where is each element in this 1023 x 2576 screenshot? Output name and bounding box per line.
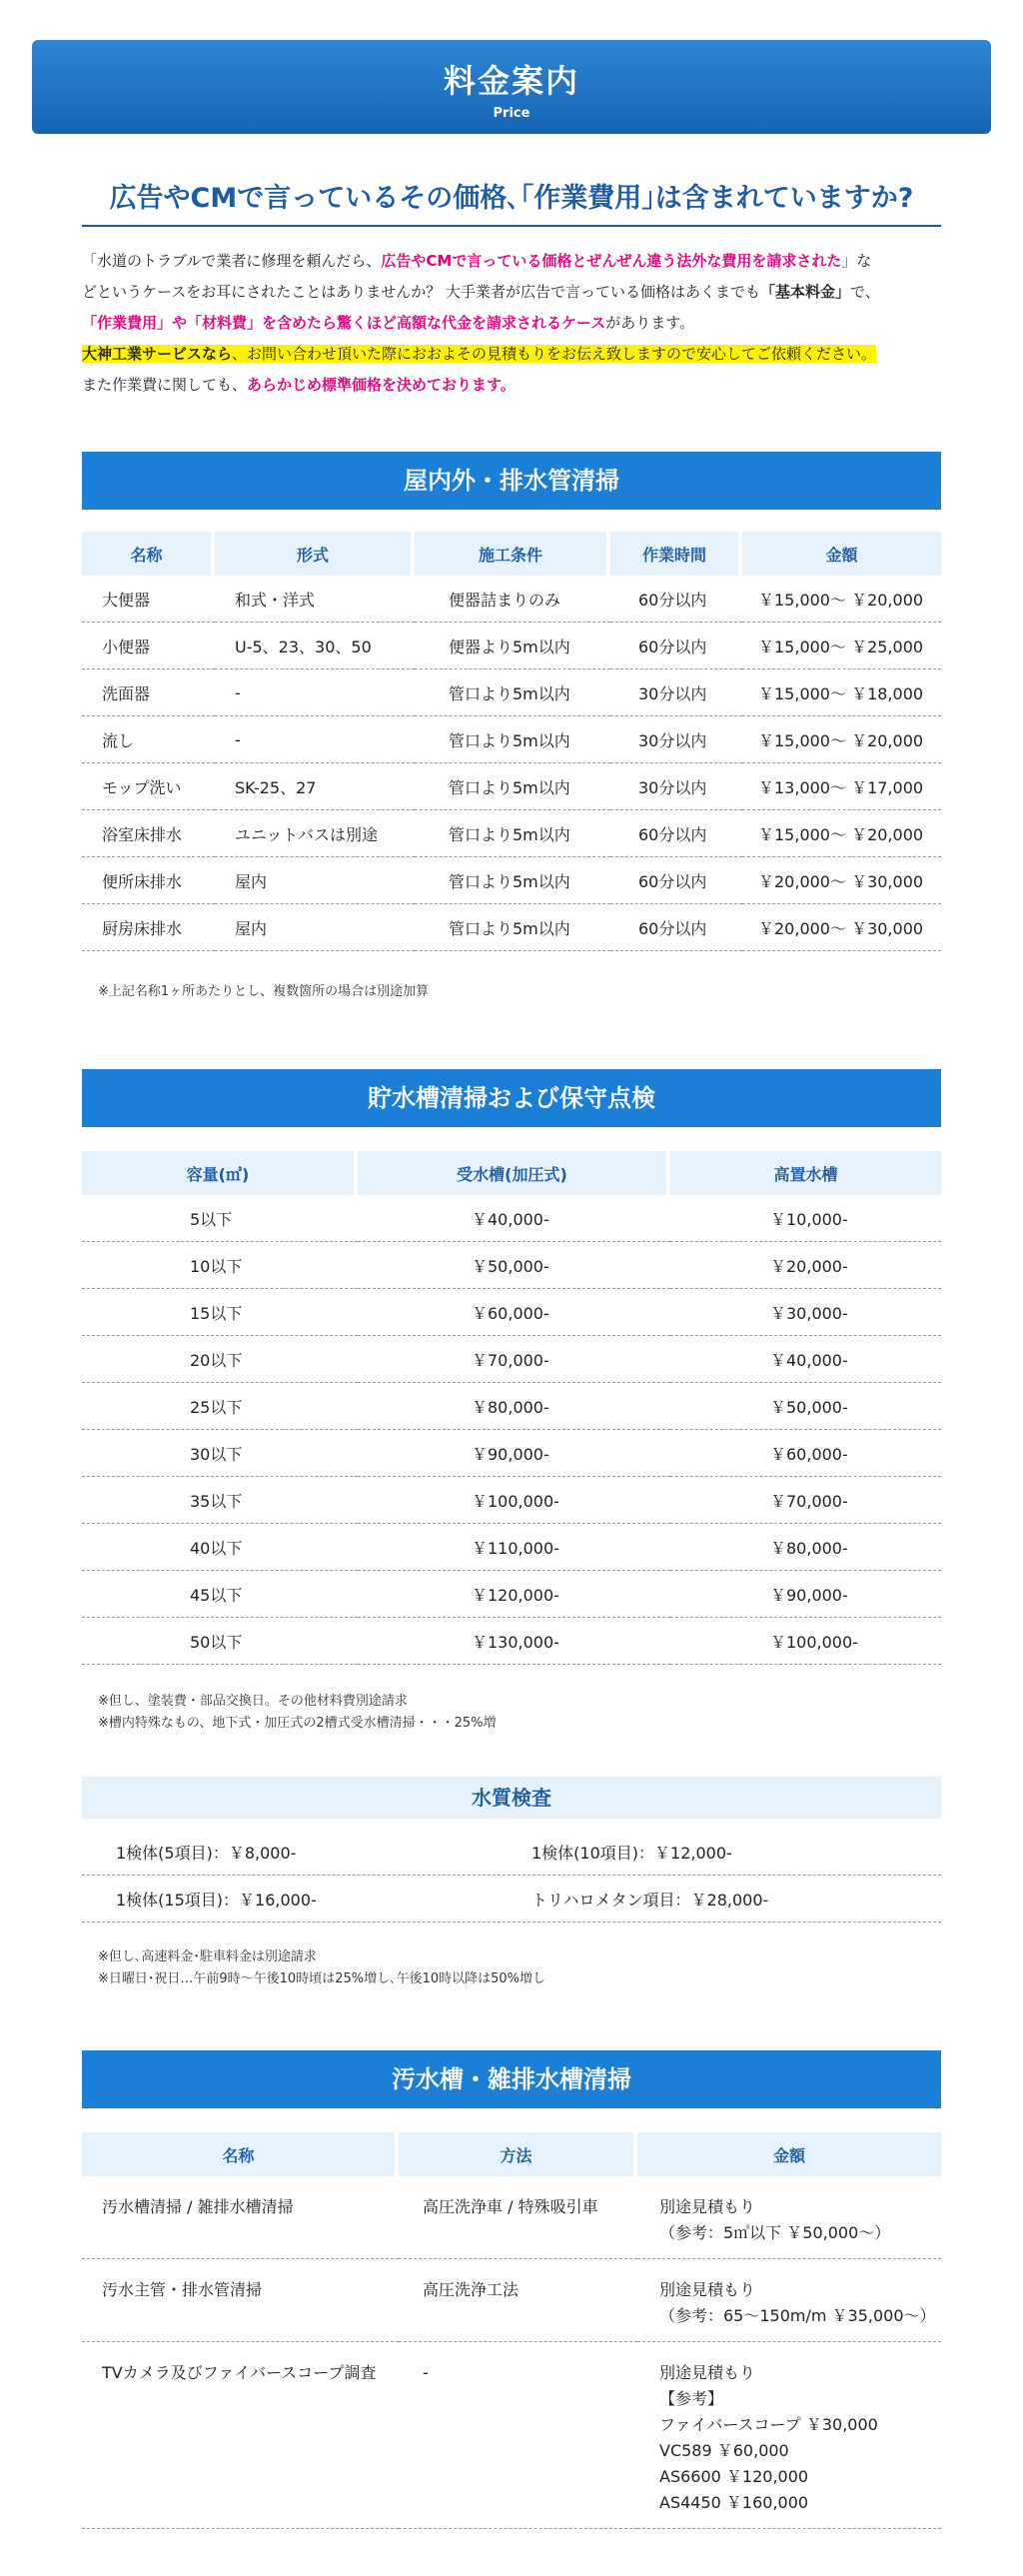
table-row: [82, 1383, 941, 1430]
table-header-row: [82, 532, 941, 576]
intro-emphasis: 「作業費用」や「材料費」を含めたら驚くほど高額な代金を請求されるケース: [82, 314, 606, 332]
water-tank-note: [98, 1691, 497, 1735]
cell-elevated-tank: ￥30,000-: [670, 1289, 941, 1336]
cell-time: 60分以内: [610, 623, 742, 669]
sewage-tank-price-table: [82, 2132, 941, 2529]
cell-name: 大便器: [82, 576, 215, 623]
cell-time: 30分以内: [610, 763, 742, 810]
cell-time: 60分以内: [610, 810, 742, 857]
cell-condition: 便器より5m以内: [415, 623, 610, 669]
table-row: [82, 576, 941, 623]
cell-price: ￥15,000～ ￥20,000: [742, 716, 941, 763]
cell-price: 別途見積もり （参考：65～150m/m ￥35,000～）: [637, 2259, 941, 2342]
cell-name: 汚水槽清掃 / 雑排水槽清掃: [82, 2176, 399, 2259]
table-row: [82, 1289, 941, 1336]
column-header: 作業時間: [610, 532, 742, 576]
drain-note: ※上記名称1ヶ所あたりとし、複数箇所の場合は別途加算: [98, 984, 430, 999]
list-item: 1検体(5項目)：￥8,000-: [116, 1843, 297, 1863]
cell-receiving-tank: ￥60,000-: [358, 1289, 670, 1336]
cell-time: 60分以内: [610, 576, 742, 623]
cell-price: ￥13,000～ ￥17,000: [742, 763, 941, 810]
cell-type: SK-25、27: [215, 763, 415, 810]
cell-name: 洗面器: [82, 669, 215, 716]
table-row: [82, 623, 941, 669]
cell-receiving-tank: ￥70,000-: [358, 1336, 670, 1383]
cell-capacity: 25以下: [82, 1383, 358, 1430]
page-subtitle: Price: [493, 106, 530, 121]
cell-elevated-tank: ￥80,000-: [670, 1524, 941, 1571]
cell-elevated-tank: ￥10,000-: [670, 1195, 941, 1242]
table-row: [82, 1242, 941, 1289]
column-header: 受水槽(加圧式): [358, 1151, 670, 1195]
cell-price: 別途見積もり 【参考】 ファイバースコープ ￥30,000 VC589 ￥60,000 AS6600 ￥120,000 AS4450 ￥160,000: [637, 2342, 941, 2529]
note-line: ※但し､高速料金･駐車料金は別途請求: [98, 1949, 317, 1964]
cell-elevated-tank: ￥20,000-: [670, 1242, 941, 1289]
cell-type: 和式・洋式: [215, 576, 415, 623]
note-line: ※但し、塗装費・部品交換日。その他材料費別途請求: [98, 1694, 408, 1709]
cell-time: 30分以内: [610, 669, 742, 716]
company-name: 大神工業サービスなら: [82, 345, 233, 363]
table-row: [82, 669, 941, 716]
table-row: [82, 1336, 941, 1383]
cell-name: 浴室床排水: [82, 810, 215, 857]
cell-receiving-tank: ￥130,000-: [358, 1618, 670, 1665]
cell-name: TVカメラ及びファイバースコープ調査: [82, 2342, 399, 2529]
cell-capacity: 45以下: [82, 1571, 358, 1618]
column-header: 高置水槽: [670, 1151, 941, 1195]
cell-capacity: 20以下: [82, 1336, 358, 1383]
cell-time: 60分以内: [610, 904, 742, 951]
intro-text-span: で、: [850, 283, 880, 301]
cell-type: -: [215, 716, 415, 763]
cell-elevated-tank: ￥70,000-: [670, 1477, 941, 1524]
cell-name: 汚水主管・排水管清掃: [82, 2259, 399, 2342]
cell-capacity: 35以下: [82, 1477, 358, 1524]
cell-receiving-tank: ￥100,000-: [358, 1477, 670, 1524]
water-quality-list: [82, 1829, 941, 1923]
cell-condition: 管口より5m以内: [415, 669, 610, 716]
cell-elevated-tank: ￥40,000-: [670, 1336, 941, 1383]
column-header: 施工条件: [415, 532, 610, 576]
cell-type: ユニットバスは別途: [215, 810, 415, 857]
water-quality-note: [98, 1946, 545, 1990]
table-header-row: [82, 2132, 941, 2176]
cell-condition: 管口より5m以内: [415, 716, 610, 763]
intro-text-span: どというケースをお耳にされたことはありませんか？ 大手業者が広告で言っている価格はあくまでも: [82, 283, 761, 301]
list-row: [82, 1876, 941, 1923]
table-row: [82, 1524, 941, 1571]
cell-receiving-tank: ￥110,000-: [358, 1524, 670, 1571]
column-header: 方法: [399, 2132, 637, 2176]
cell-condition: 管口より5m以内: [415, 904, 610, 951]
column-header: 容量(㎥): [82, 1151, 358, 1195]
cell-receiving-tank: ￥80,000-: [358, 1383, 670, 1430]
table-row: [82, 763, 941, 810]
table-row: [82, 2259, 941, 2342]
intro-text-span: 「水道のトラブルで業者に修理を頼んだら、: [82, 252, 382, 270]
intro-emphasis: 「基本料金」: [760, 283, 851, 301]
cell-name: 小便器: [82, 623, 215, 669]
section-title-water-quality: 水質検査: [82, 1777, 941, 1819]
cell-capacity: 40以下: [82, 1524, 358, 1571]
intro-emphasis: 広告やCMで言っている価格とぜんぜん違う法外な費用を請求された: [381, 252, 842, 270]
intro-highlight: 、お問い合わせ頂いた際におおよその見積もりをお伝え致しますので安心してご依頼ください。: [232, 345, 877, 363]
cell-name: 流し: [82, 716, 215, 763]
cell-receiving-tank: ￥50,000-: [358, 1242, 670, 1289]
list-item: 1検体(15項目)：￥16,000-: [116, 1890, 317, 1910]
cell-elevated-tank: ￥90,000-: [670, 1571, 941, 1618]
cell-elevated-tank: ￥100,000-: [670, 1618, 941, 1665]
cell-price: ￥15,000～ ￥18,000: [742, 669, 941, 716]
cell-type: 屋内: [215, 904, 415, 951]
cell-capacity: 15以下: [82, 1289, 358, 1336]
section-title-sewage-tank: 汚水槽・雑排水槽清掃: [82, 2050, 941, 2108]
table-row: [82, 904, 941, 951]
table-row: [82, 857, 941, 904]
intro-text-span: 」な: [841, 252, 872, 270]
cell-price: ￥15,000～ ￥25,000: [742, 623, 941, 669]
cell-condition: 便器詰まりのみ: [415, 576, 610, 623]
cell-capacity: 5以下: [82, 1195, 358, 1242]
cell-price: ￥15,000～ ￥20,000: [742, 576, 941, 623]
cell-type: U-5、23、30、50: [215, 623, 415, 669]
cell-receiving-tank: ￥90,000-: [358, 1430, 670, 1477]
cell-receiving-tank: ￥120,000-: [358, 1571, 670, 1618]
table-row: [82, 2176, 941, 2259]
column-header: 名称: [82, 532, 215, 576]
section-title-water-tank: 貯水槽清掃および保守点検: [82, 1069, 941, 1127]
note-line: ※日曜日･祝日…午前9時～午後10時頃は25%増し､午後10時以降は50%増し: [98, 1971, 546, 1986]
cell-capacity: 30以下: [82, 1430, 358, 1477]
column-header: 形式: [215, 532, 415, 576]
table-header-row: [82, 1151, 941, 1195]
table-row: [82, 1618, 941, 1665]
cell-elevated-tank: ￥50,000-: [670, 1383, 941, 1430]
drain-price-table: [82, 532, 941, 951]
list-item: 1検体(10項目)：￥12,000-: [531, 1843, 732, 1863]
cell-time: 60分以内: [610, 857, 742, 904]
headline: 広告やCMで言っているその価格､｢作業費用｣は含まれていますか?: [82, 176, 941, 227]
cell-type: -: [215, 669, 415, 716]
column-header: 名称: [82, 2132, 399, 2176]
cell-time: 30分以内: [610, 716, 742, 763]
cell-condition: 管口より5m以内: [415, 763, 610, 810]
cell-price: ￥15,000～ ￥20,000: [742, 810, 941, 857]
table-row: [82, 1571, 941, 1618]
intro-text: [82, 246, 961, 401]
cell-type: 屋内: [215, 857, 415, 904]
list-row: [82, 1829, 941, 1876]
cell-name: 厨房床排水: [82, 904, 215, 951]
list-item: トリハロメタン項目：￥28,000-: [531, 1890, 769, 1910]
cell-condition: 管口より5m以内: [415, 810, 610, 857]
cell-method: -: [399, 2342, 637, 2529]
cell-price: 別途見積もり （参考：5㎥以下 ￥50,000～）: [637, 2176, 941, 2259]
cell-receiving-tank: ￥40,000-: [358, 1195, 670, 1242]
cell-price: ￥20,000～ ￥30,000: [742, 904, 941, 951]
column-header: 金額: [742, 532, 941, 576]
table-row: [82, 1195, 941, 1242]
table-row: [82, 1430, 941, 1477]
cell-method: 高圧洗浄工法: [399, 2259, 637, 2342]
note-line: ※槽内特殊なもの、地下式・加圧式の2槽式受水槽清掃・・・25%増: [98, 1716, 497, 1731]
page-title: 料金案内: [443, 62, 579, 100]
cell-name: 便所床排水: [82, 857, 215, 904]
section-title-drain: 屋内外・排水管清掃: [82, 452, 941, 510]
cell-condition: 管口より5m以内: [415, 857, 610, 904]
cell-method: 高圧洗浄車 / 特殊吸引車: [399, 2176, 637, 2259]
cell-capacity: 50以下: [82, 1618, 358, 1665]
column-header: 金額: [637, 2132, 941, 2176]
cell-price: ￥20,000～ ￥30,000: [742, 857, 941, 904]
cell-elevated-tank: ￥60,000-: [670, 1430, 941, 1477]
page-header: [32, 40, 991, 134]
table-row: [82, 716, 941, 763]
table-row: [82, 2342, 941, 2529]
intro-emphasis: あらかじめ標準価格を決めております。: [247, 376, 515, 394]
cell-capacity: 10以下: [82, 1242, 358, 1289]
water-tank-price-table: [82, 1151, 941, 1665]
intro-text-span: また作業費に関しても、: [82, 376, 248, 394]
intro-text-span: があります。: [605, 314, 695, 332]
table-row: [82, 810, 941, 857]
cell-name: モップ洗い: [82, 763, 215, 810]
table-row: [82, 1477, 941, 1524]
